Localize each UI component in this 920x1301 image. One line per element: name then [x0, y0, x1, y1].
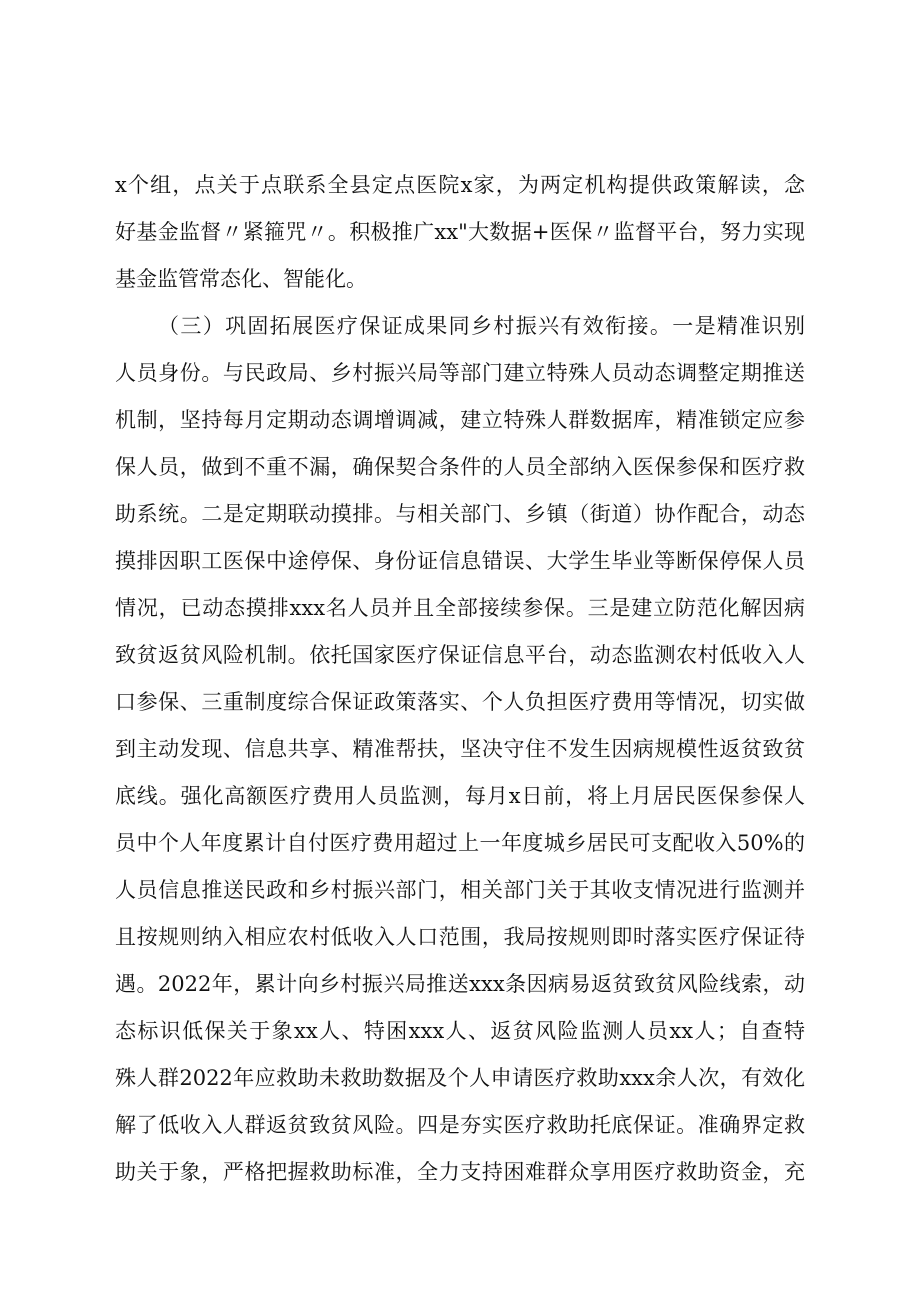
text-line: 助系统。二是定期联动摸排。与相关部门、乡镇（街道）协作配合，动态 — [115, 502, 805, 526]
section-heading-line: （三）巩固拓展医疗保证成果同乡村振兴有效衔接。一是精准识别 — [158, 314, 805, 338]
text-line: 情况，已动态摸排xxx名人员并且全部接续参保。三是建立防范化解因病 — [115, 596, 805, 620]
text-line: 保人员，做到不重不漏，确保契合条件的人员全部纳入医保参保和医疗救 — [115, 455, 805, 479]
text-line: 口参保、三重制度综合保证政策落实、个人负担医疗费用等情况，切实做 — [115, 690, 805, 714]
text-line: 解了低收入人群返贫致贫风险。四是夯实医疗救助托底保证。准确界定救 — [115, 1113, 805, 1137]
text-line: 遇。2022年，累计向乡村振兴局推送xxx条因病易返贫致贫风险线索，动 — [115, 972, 805, 996]
text-line: 人员信息推送民政和乡村振兴部门，相关部门关于其收支情况进行监测并 — [115, 878, 805, 902]
text-line: x个组，点关于点联系全县定点医院x家，为两定机构提供政策解读，念 — [115, 173, 805, 197]
text-line: 殊人群2022年应救助未救助数据及个人申请医疗救助xxx余人次，有效化 — [115, 1066, 805, 1090]
text-line: 底线。强化高额医疗费用人员监测，每月x日前，将上月居民医保参保人 — [115, 784, 805, 808]
text-line: 基金监管常态化、智能化。 — [115, 267, 367, 291]
text-line: 人员身份。与民政局、乡村振兴局等部门建立特殊人员动态调整定期推送 — [115, 361, 805, 385]
text-line: 且按规则纳入相应农村低收入人口范围，我局按规则即时落实医疗保证待 — [115, 925, 805, 949]
text-line: 致贫返贫风险机制。依托国家医疗保证信息平台，动态监测农村低收入人 — [115, 643, 805, 667]
text-line: 好基金监督〃紧箍咒〃。积极推广xx"大数据+医保〃监督平台，努力实现 — [115, 220, 805, 244]
text-line: 机制，坚持每月定期动态调增调减，建立特殊人群数据库，精准锁定应参 — [115, 408, 805, 432]
text-line: 态标识低保关于象xx人、特困xxx人、返贫风险监测人员xx人；自查特 — [115, 1019, 805, 1043]
text-line: 员中个人年度累计自付医疗费用超过上一年度城乡居民可支配收入50%的 — [115, 831, 805, 855]
text-line: 摸排因职工医保中途停保、身份证信息错误、大学生毕业等断保停保人员 — [115, 549, 805, 573]
text-line: 到主动发现、信息共享、精准帮扶，坚决守住不发生因病规模性返贫致贫 — [115, 737, 805, 761]
text-line: 助关于象，严格把握救助标准，全力支持困难群众享用医疗救助资金，充 — [115, 1160, 805, 1184]
